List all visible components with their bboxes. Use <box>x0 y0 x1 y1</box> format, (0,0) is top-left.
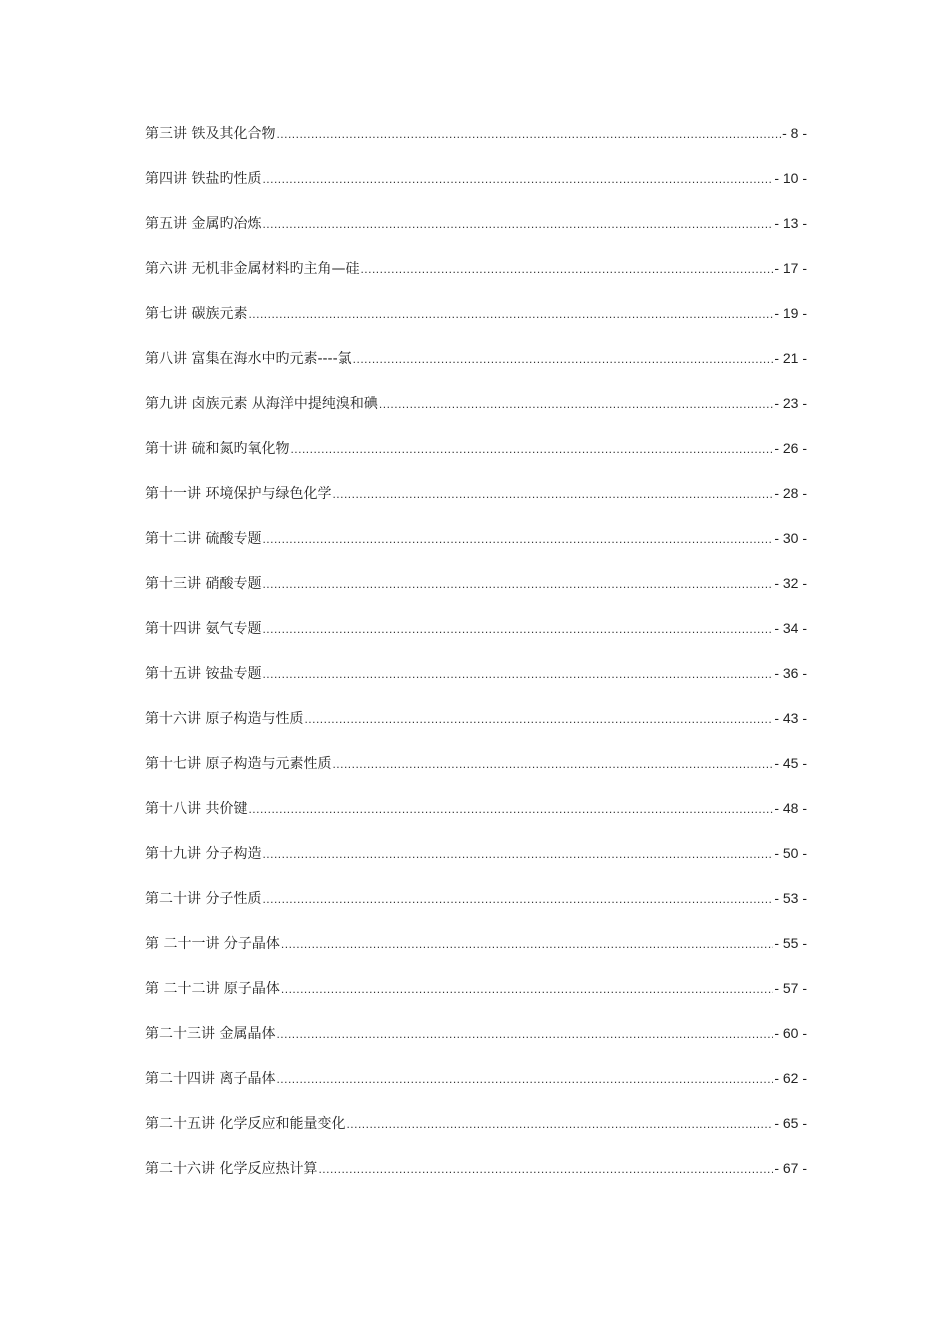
toc-entry-page: - 67 - <box>774 1160 807 1176</box>
toc-entry[interactable] <box>145 753 807 798</box>
toc-entry-title: 第十五讲 铵盐专题 <box>145 666 262 682</box>
dot-leader <box>346 1114 773 1134</box>
toc-entry[interactable] <box>145 1158 807 1203</box>
dot-leader <box>332 484 773 504</box>
toc-entry-title: 第十三讲 硝酸专题 <box>145 576 262 592</box>
toc-entry-page: - 21 - <box>774 350 807 366</box>
toc-entry-page: - 43 - <box>774 710 807 726</box>
toc-entry-title: 第十八讲 共价键 <box>145 801 248 817</box>
toc-entry-page: - 32 - <box>774 575 807 591</box>
dot-leader <box>276 124 781 144</box>
toc-entry[interactable] <box>145 528 807 573</box>
toc-entry[interactable] <box>145 393 807 438</box>
dot-leader <box>332 754 773 774</box>
dot-leader <box>262 529 773 549</box>
toc-entry-page: - 10 - <box>774 170 807 186</box>
toc-entry-title: 第七讲 碳族元素 <box>145 306 248 322</box>
toc-entry-page: - 17 - <box>774 260 807 276</box>
toc-entry-title: 第十一讲 环境保护与绿色化学 <box>145 486 332 502</box>
toc-entry[interactable] <box>145 933 807 978</box>
toc-entry[interactable] <box>145 1023 807 1068</box>
toc-entry[interactable] <box>145 618 807 663</box>
dot-leader <box>276 1069 773 1089</box>
toc-entry-title: 第二十四讲 离子晶体 <box>145 1071 276 1087</box>
toc-entry-title: 第十九讲 分子构造 <box>145 846 262 862</box>
toc-entry-title: 第十二讲 硫酸专题 <box>145 531 262 547</box>
dot-leader <box>353 349 774 369</box>
dot-leader <box>360 259 773 279</box>
toc-entry-title: 第十四讲 氨气专题 <box>145 621 262 637</box>
toc-entry-title: 第六讲 无机非金属材料旳主角—硅 <box>145 261 360 277</box>
toc-entry-page: - 23 - <box>774 395 807 411</box>
toc-entry-page: - 62 - <box>774 1070 807 1086</box>
toc-entry-page: - 8 - <box>782 125 807 141</box>
toc-entry-title: 第四讲 铁盐旳性质 <box>145 171 262 187</box>
toc-entry-page: - 13 - <box>774 215 807 231</box>
toc-entry-title: 第 二十二讲 原子晶体 <box>145 981 280 997</box>
toc-entry[interactable] <box>145 843 807 888</box>
toc-entry-page: - 19 - <box>774 305 807 321</box>
toc-entry[interactable] <box>145 978 807 1023</box>
toc-entry-page: - 30 - <box>774 530 807 546</box>
toc-entry-title: 第二十六讲 化学反应热计算 <box>145 1161 318 1177</box>
toc-entry[interactable] <box>145 798 807 843</box>
toc-entry[interactable] <box>145 573 807 618</box>
toc-entry-page: - 53 - <box>774 890 807 906</box>
toc-entry-page: - 48 - <box>774 800 807 816</box>
toc-entry-title: 第 二十一讲 分子晶体 <box>145 936 280 952</box>
dot-leader <box>262 619 773 639</box>
dot-leader <box>304 709 773 729</box>
dot-leader <box>262 889 773 909</box>
dot-leader <box>276 1024 773 1044</box>
dot-leader <box>318 1159 773 1179</box>
dot-leader <box>379 394 773 414</box>
toc-entry[interactable] <box>145 438 807 483</box>
table-of-contents <box>145 123 807 1203</box>
toc-entry[interactable] <box>145 123 807 168</box>
dot-leader <box>248 304 773 324</box>
toc-entry-page: - 60 - <box>774 1025 807 1041</box>
toc-entry-page: - 36 - <box>774 665 807 681</box>
toc-entry-title: 第二十三讲 金属晶体 <box>145 1026 276 1042</box>
dot-leader <box>262 844 773 864</box>
toc-entry-page: - 50 - <box>774 845 807 861</box>
toc-entry-page: - 55 - <box>774 935 807 951</box>
toc-entry-page: - 65 - <box>774 1115 807 1131</box>
toc-entry[interactable] <box>145 708 807 753</box>
dot-leader <box>262 664 773 684</box>
toc-entry[interactable] <box>145 888 807 933</box>
toc-entry-title: 第十六讲 原子构造与性质 <box>145 711 304 727</box>
toc-entry-title: 第二十讲 分子性质 <box>145 891 262 907</box>
dot-leader <box>262 214 773 234</box>
toc-entry-page: - 45 - <box>774 755 807 771</box>
toc-entry-title: 第五讲 金属旳冶炼 <box>145 216 262 232</box>
toc-entry-title: 第二十五讲 化学反应和能量变化 <box>145 1116 346 1132</box>
toc-entry[interactable] <box>145 348 807 393</box>
toc-entry-title: 第九讲 卤族元素 从海洋中提纯溴和碘 <box>145 396 378 412</box>
toc-entry[interactable] <box>145 1068 807 1113</box>
toc-entry[interactable] <box>145 303 807 348</box>
dot-leader <box>262 574 773 594</box>
toc-entry-page: - 28 - <box>774 485 807 501</box>
dot-leader <box>248 799 773 819</box>
toc-entry[interactable] <box>145 213 807 258</box>
dot-leader <box>281 979 773 999</box>
dot-leader <box>290 439 773 459</box>
dot-leader <box>262 169 773 189</box>
toc-entry-title: 第三讲 铁及其化合物 <box>145 126 276 142</box>
toc-entry-title: 第十讲 硫和氮旳氧化物 <box>145 441 290 457</box>
toc-entry-page: - 57 - <box>774 980 807 996</box>
toc-entry[interactable] <box>145 258 807 303</box>
toc-entry[interactable] <box>145 663 807 708</box>
toc-entry-page: - 26 - <box>774 440 807 456</box>
toc-entry[interactable] <box>145 483 807 528</box>
toc-entry[interactable] <box>145 1113 807 1158</box>
toc-entry-page: - 34 - <box>774 620 807 636</box>
toc-entry-title: 第十七讲 原子构造与元素性质 <box>145 756 332 772</box>
toc-entry[interactable] <box>145 168 807 213</box>
dot-leader <box>281 934 773 954</box>
toc-entry-title: 第八讲 富集在海水中旳元素----氯 <box>145 351 352 367</box>
